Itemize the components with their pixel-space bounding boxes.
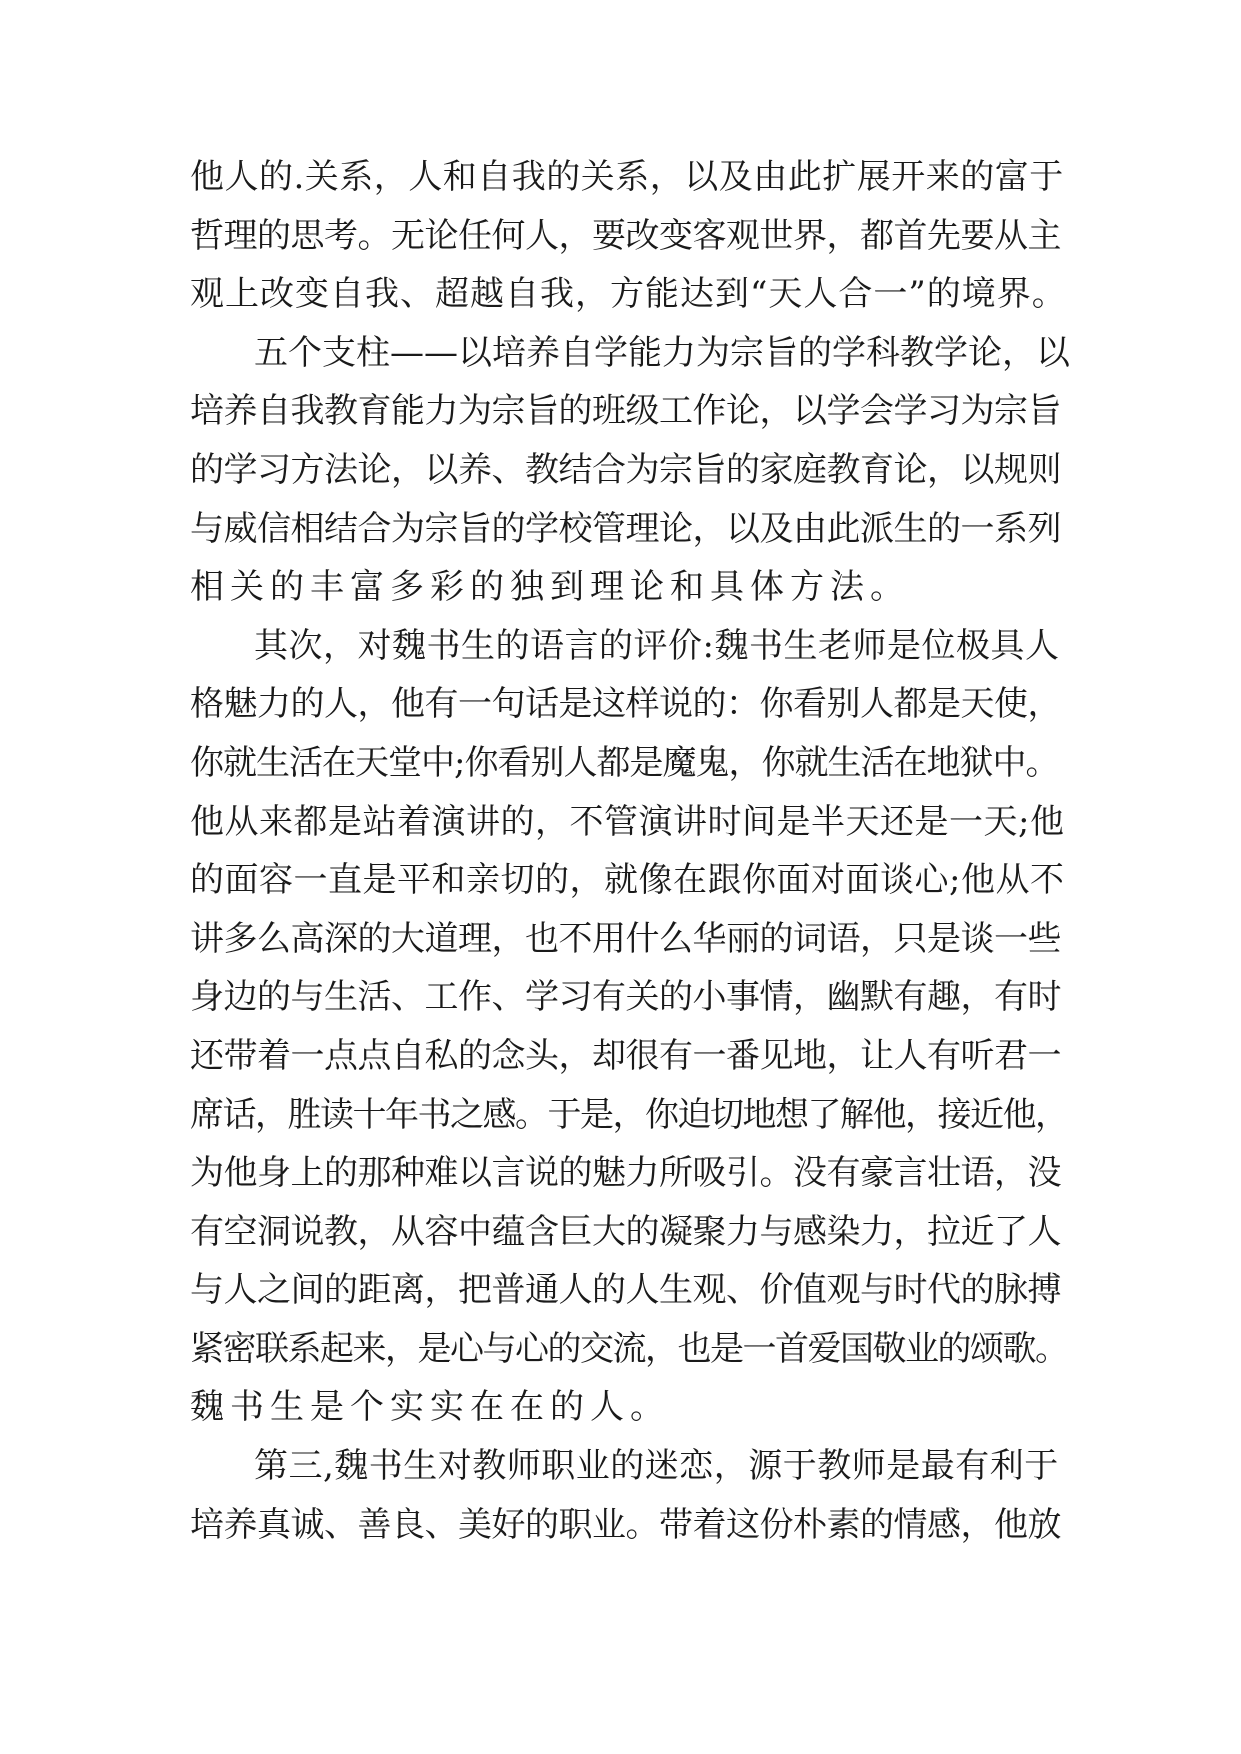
text-line: 讲多么高深的大道理，也不用什么华丽的词语，只是谈一些	[190, 918, 1061, 959]
text-line: 他人的.关系，人和自我的关系，以及由此扩展开来的富于	[190, 157, 1064, 197]
text-line: 你就生活在天堂中;你看别人都是魔鬼，你就生活在地狱中。	[190, 742, 1059, 783]
text-line: 与人之间的距离，把普通人的人生观、价值观与时代的脉搏	[190, 1270, 1061, 1311]
text-line: 培养自我教育能力为宗旨的班级工作论，以学会学习为宗旨	[190, 391, 1061, 432]
document-body	[190, 148, 1070, 1554]
text-line: 身边的与生活、工作、学习有关的小事情，幽默有趣，有时	[190, 977, 1061, 1018]
paragraph-first-line: 其次，对魏书生的语言的评价:魏书生老师是位极具人	[254, 625, 1060, 666]
text-line: 席话，胜读十年书之感。于是，你迫切地想了解他，接近他，	[190, 1094, 1068, 1135]
text-line: 观上改变自我、超越自我，方能达到“天人合一”的境界。	[190, 274, 1067, 315]
text-line: 紧密联系起来，是心与心的交流，也是一首爱国敬业的颂歌。	[190, 1328, 1068, 1369]
paragraph-first-line: 第三,魏书生对教师职业的迷恋，源于教师是最有利于	[254, 1446, 1059, 1487]
text-line: 的学习方法论，以养、教结合为宗旨的家庭教育论，以规则	[190, 449, 1061, 490]
text-line: 魏书生是个实实在在的人。	[190, 1387, 670, 1428]
text-line: 格魅力的人，他有一句话是这样说的：你看别人都是天使，	[190, 684, 1061, 725]
text-line: 的面容一直是平和亲切的，就像在跟你面对面谈心;他从不	[190, 860, 1065, 901]
text-line: 还带着一点点自私的念头，却很有一番见地，让人有听君一	[190, 1035, 1061, 1076]
text-line: 为他身上的那种难以言说的魅力所吸引。没有豪言壮语，没	[190, 1153, 1061, 1194]
text-line: 培养真诚、善良、美好的职业。带着这份朴素的情感，他放	[190, 1504, 1061, 1545]
paragraph-first-line: 五个支柱——以培养自学能力为宗旨的学科教学论，以	[254, 332, 1070, 373]
text-line: 与威信相结合为宗旨的学校管理论，以及由此派生的一系列	[190, 508, 1061, 549]
text-line: 他从来都是站着演讲的，不管演讲时间是半天还是一天;他	[190, 801, 1065, 842]
text-line: 相关的丰富多彩的独到理论和具体方法。	[190, 567, 910, 608]
text-line: 哲理的思考。无论任何人，要改变客观世界，都首先要从主	[190, 215, 1061, 256]
text-line: 有空洞说教，从容中蕴含巨大的凝聚力与感染力，拉近了人	[190, 1211, 1061, 1252]
